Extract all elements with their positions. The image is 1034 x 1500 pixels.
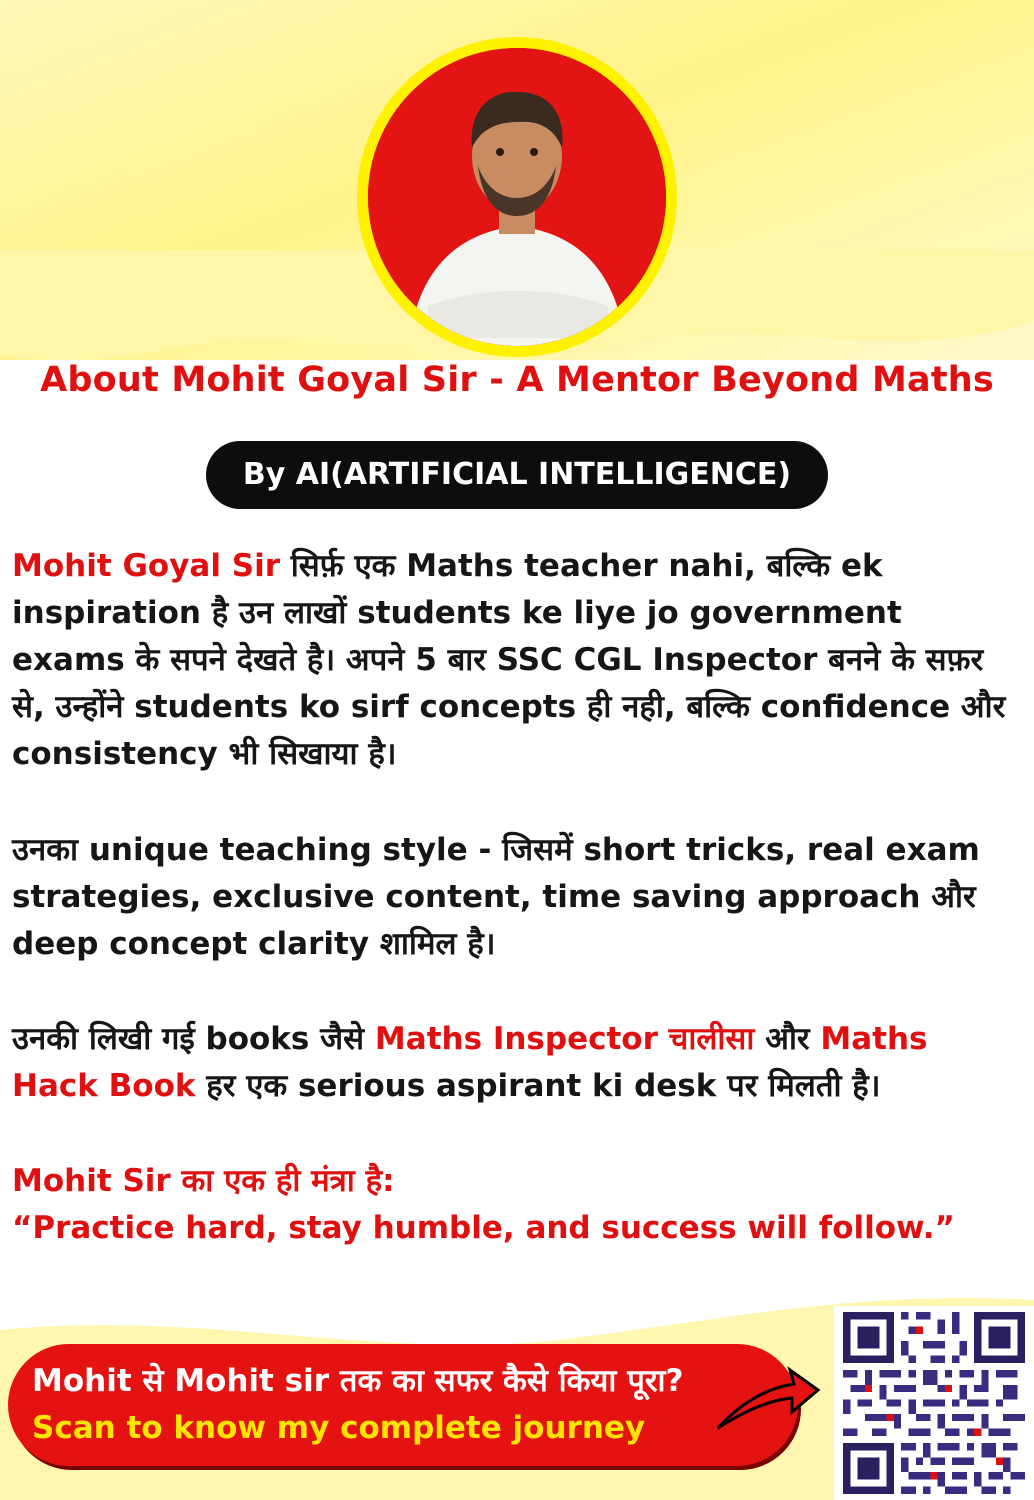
book-title-hack-book: Maths Hack Book — [12, 1021, 928, 1104]
mantra-block — [12, 1158, 1022, 1252]
journey-callout — [8, 1344, 798, 1466]
mentor-portrait — [357, 37, 677, 357]
person-illustration — [368, 48, 666, 346]
book-title-chalisa: Maths Inspector चालीसा — [374, 1021, 755, 1057]
books-paragraph — [12, 1016, 1022, 1110]
intro-paragraph — [12, 543, 1022, 778]
teaching-style-text: उनका unique teaching style - जिसमें short tricks, real exam strategies, exclusive content, time saving approach और deep concept clarity शामिल है। — [12, 832, 980, 962]
books-middle-text: और — [754, 1021, 821, 1057]
mantra-quote: “Practice hard, stay humble, and success will follow.” — [12, 1210, 955, 1246]
books-after-text: हर एक serious aspirant ki desk पर मिलती है। — [195, 1068, 881, 1104]
arrow-right-icon — [712, 1362, 822, 1442]
page-title: About Mohit Goyal Sir - A Mentor Beyond Maths — [40, 360, 994, 400]
books-before-text: उनकी लिखी गई books जैसे — [12, 1021, 375, 1057]
author-badge: By AI(ARTIFICIAL INTELLIGENCE) — [206, 441, 828, 509]
journey-question: Mohit से Mohit sir तक का सफर कैसे किया पूरा? — [32, 1363, 684, 1399]
qr-code-icon — [840, 1312, 1028, 1494]
mentor-name: Mohit Goyal Sir — [12, 548, 280, 584]
qr-code[interactable] — [834, 1306, 1034, 1500]
mantra-intro: Mohit Sir का एक ही मंत्रा है: — [12, 1163, 395, 1199]
journey-scan-prompt: Scan to know my complete journey — [32, 1410, 646, 1446]
intro-text: सिर्फ़ एक Maths teacher nahi, बल्कि ek inspiration है उन लाखों students ke liye jo government exams के सपने देखते है। अपने 5 बार SSC CGL Inspector बनने के सफ़र से, उन्होंने students ko sirf concepts ही नही, बल्कि confidence और consistency भी सिखाया है। — [12, 548, 1006, 772]
teaching-style-paragraph — [12, 827, 1022, 968]
journey-callout-text — [32, 1358, 752, 1452]
